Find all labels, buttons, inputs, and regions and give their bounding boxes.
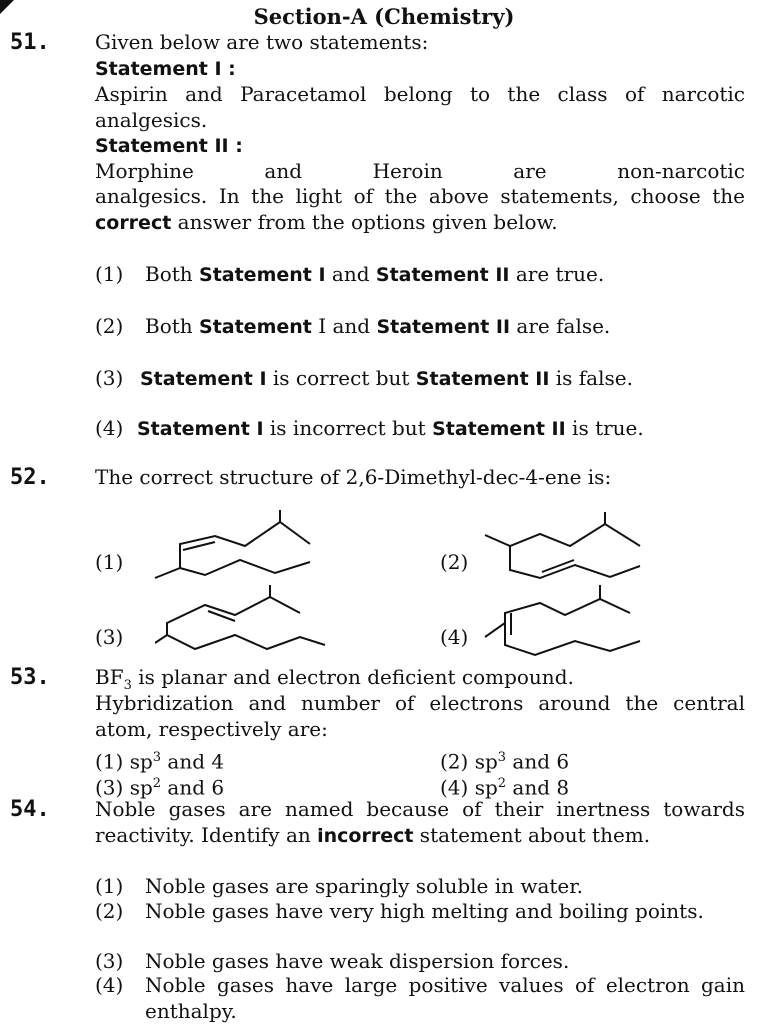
question-text <box>95 797 745 849</box>
option-number: (3) <box>95 775 124 800</box>
question-number: 53. <box>10 665 50 690</box>
option-number: (4) <box>440 775 469 800</box>
statement-2-text-pre: analgesics. In the light of the above statements, choose the <box>95 184 745 208</box>
option-bold-1: Statement I <box>199 264 326 286</box>
structure-4-label[interactable]: (4) <box>440 625 469 649</box>
question-text-post: statement about them. <box>413 822 651 847</box>
option-text: and 6 <box>506 749 570 774</box>
option-text: and 4 <box>161 749 225 774</box>
option-text <box>137 416 745 443</box>
option-text: and 8 <box>506 775 570 800</box>
option-sup: 2 <box>497 776 507 791</box>
question-number: 51. <box>10 30 50 55</box>
option-text-post: is true. <box>565 416 644 440</box>
option-text: Noble gases have weak dispersion forces. <box>145 949 570 973</box>
q54-option-3[interactable] <box>95 949 745 975</box>
option-text-pre: Both <box>145 314 200 338</box>
question-bold: incorrect <box>317 824 414 847</box>
statement-2-text-post: answer from the options given below. <box>171 209 558 234</box>
option-text-mid: and <box>325 262 376 286</box>
option-text-pre: Both <box>145 262 200 286</box>
option-bold-2: Statement II <box>376 316 511 338</box>
q51-option-1[interactable] <box>95 262 745 289</box>
option-text-mid: is incorrect but <box>263 416 433 440</box>
option-number: (2) <box>95 314 124 338</box>
bf-formula: BF <box>95 665 124 689</box>
option-text-post: is false. <box>549 366 633 390</box>
option-text-post: are true. <box>509 262 605 286</box>
option-text: Noble gases have large positive values of electron gain enthalpy. <box>145 973 745 1023</box>
structure-3-label[interactable]: (3) <box>95 625 124 649</box>
option-bold-2: Statement II <box>375 264 510 286</box>
option-bold-2: Statement II <box>415 368 550 390</box>
option-number: (2) <box>95 899 124 923</box>
option-bold-1: Statement I <box>140 368 267 390</box>
option-text-mid: I and <box>311 314 377 338</box>
option-bold-2: Statement II <box>432 418 566 440</box>
option-number: (1) <box>95 262 124 286</box>
structure-1-molecule <box>145 510 320 585</box>
option-hybrid: sp <box>474 775 498 800</box>
option-text: and 6 <box>161 775 225 800</box>
statement-2-label: Statement II : <box>95 135 243 157</box>
statement-2-label-wrap <box>95 133 745 160</box>
option-number: (2) <box>440 749 469 774</box>
option-number: (3) <box>95 949 124 973</box>
option-hybrid: sp <box>129 775 153 800</box>
option-text-mid: is correct but <box>266 366 416 390</box>
q51-option-3[interactable] <box>95 366 745 393</box>
statement-1-label: Statement I : <box>95 58 236 80</box>
question-intro: Given below are two statements: <box>95 30 429 54</box>
option-text: Noble gases are sparingly soluble in water. <box>145 874 583 898</box>
option-sup: 3 <box>497 750 507 765</box>
q54-option-1[interactable] <box>95 874 745 900</box>
question-number: 54. <box>10 797 50 822</box>
question-line2: Hybridization and number of electrons around the central atom, respectively are: <box>95 691 745 741</box>
statement-2-text <box>95 184 745 236</box>
bf-subscript: 3 <box>123 678 132 693</box>
option-text <box>140 366 745 393</box>
q54-option-2[interactable] <box>95 899 745 925</box>
statement-1-text: Aspirin and Paracetamol belong to the class of narcotic analgesics. <box>95 82 745 132</box>
question-line1-rest: is planar and electron deficient compound. <box>131 665 574 689</box>
option-bold-1: Statement <box>199 316 312 338</box>
option-number: (1) <box>95 749 124 774</box>
section-title: Section-A (Chemistry) <box>253 4 515 29</box>
question-text-pre: Noble gases are named because of their inertness towards reactivity. Identify an <box>95 797 745 847</box>
option-number: (1) <box>95 874 124 898</box>
option-number: (3) <box>95 366 124 390</box>
option-text <box>145 314 745 341</box>
option-number: (4) <box>95 973 124 997</box>
option-text <box>145 262 745 289</box>
structure-2-molecule <box>480 510 655 585</box>
option-bold-1: Statement I <box>137 418 264 440</box>
structure-3-molecule <box>155 585 330 660</box>
structure-1-label[interactable]: (1) <box>95 550 124 574</box>
option-hybrid: sp <box>129 749 153 774</box>
option-text-post: are false. <box>510 314 611 338</box>
option-hybrid: sp <box>474 749 498 774</box>
statement-2-line1: Morphine and Heroin are non-narcotic <box>95 159 745 183</box>
structure-2-label[interactable]: (2) <box>440 550 469 574</box>
option-text: Noble gases have very high melting and boiling points. <box>145 899 704 923</box>
option-number: (4) <box>95 416 124 440</box>
question-number: 52. <box>10 465 50 490</box>
statement-2-bold: correct <box>95 211 172 234</box>
option-sup: 2 <box>152 776 162 791</box>
q54-option-4[interactable] <box>95 973 745 1024</box>
option-sup: 3 <box>152 750 162 765</box>
q51-option-4[interactable] <box>95 416 745 443</box>
structure-4-molecule <box>480 585 655 660</box>
statement-1-label-wrap <box>95 56 745 83</box>
question-text: The correct structure of 2,6-Dimethyl-dec-4-ene is: <box>95 465 612 489</box>
q51-option-2[interactable] <box>95 314 745 341</box>
